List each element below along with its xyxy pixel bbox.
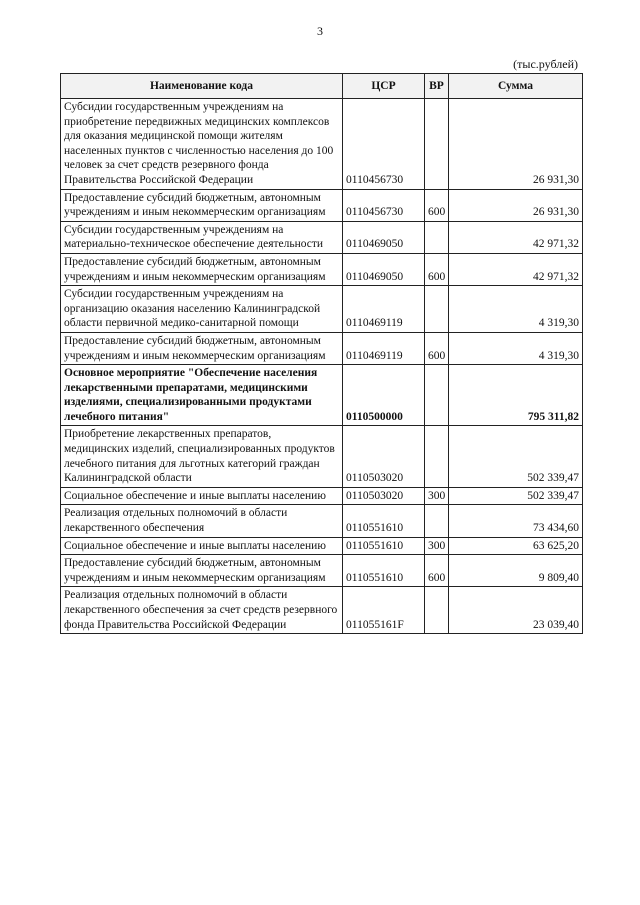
- row-vr-cell: [425, 365, 449, 426]
- row-vr-cell: [425, 99, 449, 190]
- table-row: [61, 253, 583, 285]
- row-sum-cell: 9 809,40: [449, 555, 583, 587]
- row-csr-cell: 0110503020: [343, 426, 425, 487]
- row-sum-cell: 502 339,47: [449, 426, 583, 487]
- row-sum-cell: 26 931,30: [449, 99, 583, 190]
- row-sum-cell: 42 971,32: [449, 253, 583, 285]
- row-vr-cell: 600: [425, 189, 449, 221]
- row-csr-cell: 0110503020: [343, 487, 425, 505]
- unit-label: (тыс.рублей): [513, 57, 578, 71]
- row-sum-cell: 63 625,20: [449, 537, 583, 555]
- row-name-cell: Социальное обеспечение и иные выплаты населению: [61, 537, 343, 555]
- row-sum-cell: 4 319,30: [449, 286, 583, 333]
- row-name-cell: Субсидии государственным учреждениям на организацию оказания населению Калининградской области первичной медико-санитарной помощи: [61, 286, 343, 333]
- row-csr-cell: 0110500000: [343, 365, 425, 426]
- row-name-cell: Предоставление субсидий бюджетным, автономным учреждениям и иным некоммерческим организациям: [61, 253, 343, 285]
- table-row: [61, 587, 583, 634]
- table-row: [61, 365, 583, 426]
- table-row: [61, 99, 583, 190]
- row-csr-cell: 0110551610: [343, 505, 425, 537]
- row-csr-cell: 0110456730: [343, 189, 425, 221]
- row-sum-cell: 502 339,47: [449, 487, 583, 505]
- row-vr-cell: [425, 505, 449, 537]
- row-vr-cell: 300: [425, 537, 449, 555]
- row-sum-cell: 26 931,30: [449, 189, 583, 221]
- column-header-sum: Сумма: [449, 74, 583, 99]
- row-vr-cell: 600: [425, 253, 449, 285]
- row-name-cell: Предоставление субсидий бюджетным, автономным учреждениям и иным некоммерческим организациям: [61, 555, 343, 587]
- row-sum-cell: 795 311,82: [449, 365, 583, 426]
- row-name-cell: Предоставление субсидий бюджетным, автономным учреждениям и иным некоммерческим организациям: [61, 332, 343, 364]
- table-header-row: [61, 74, 583, 99]
- row-sum-cell: 42 971,32: [449, 221, 583, 253]
- row-vr-cell: 600: [425, 555, 449, 587]
- row-sum-cell: 23 039,40: [449, 587, 583, 634]
- table-row: [61, 505, 583, 537]
- budget-table: [60, 73, 583, 634]
- table-row: [61, 555, 583, 587]
- row-csr-cell: 0110551610: [343, 537, 425, 555]
- row-sum-cell: 4 319,30: [449, 332, 583, 364]
- row-name-cell: Приобретение лекарственных препаратов, медицинских изделий, специализированных продуктов лечебного питания для льготных категорий граждан Калининградской области: [61, 426, 343, 487]
- row-csr-cell: 0110469119: [343, 286, 425, 333]
- row-name-cell: Основное мероприятие "Обеспечение населения лекарственными препаратами, медицинскими изделиями, специализированными продуктами лечебного питания": [61, 365, 343, 426]
- table-row: [61, 426, 583, 487]
- row-vr-cell: [425, 587, 449, 634]
- row-vr-cell: [425, 221, 449, 253]
- row-name-cell: Субсидии государственным учреждениям на материально-техническое обеспечение деятельности: [61, 221, 343, 253]
- row-vr-cell: 300: [425, 487, 449, 505]
- row-name-cell: Реализация отдельных полномочий в области лекарственного обеспечения за счет средств резервного фонда Правительства Российской Федерации: [61, 587, 343, 634]
- row-csr-cell: 011055161F: [343, 587, 425, 634]
- row-csr-cell: 0110469050: [343, 253, 425, 285]
- table-row: [61, 332, 583, 364]
- row-csr-cell: 0110456730: [343, 99, 425, 190]
- table-row: [61, 537, 583, 555]
- page-number: 3: [317, 24, 323, 38]
- row-sum-cell: 73 434,60: [449, 505, 583, 537]
- row-vr-cell: [425, 426, 449, 487]
- table-body: [61, 99, 583, 634]
- table-row: [61, 189, 583, 221]
- table-row: [61, 286, 583, 333]
- row-name-cell: Предоставление субсидий бюджетным, автономным учреждениям и иным некоммерческим организациям: [61, 189, 343, 221]
- table-row: [61, 221, 583, 253]
- row-name-cell: Субсидии государственным учреждениям на приобретение передвижных медицинских комплексов для оказания медицинской помощи жителям населенных пунктов с численностью населения до 100 человек за счет средств резервного фонда Правительства Российской Федерации: [61, 99, 343, 190]
- row-csr-cell: 0110551610: [343, 555, 425, 587]
- row-name-cell: Реализация отдельных полномочий в области лекарственного обеспечения: [61, 505, 343, 537]
- row-csr-cell: 0110469119: [343, 332, 425, 364]
- row-name-cell: Социальное обеспечение и иные выплаты населению: [61, 487, 343, 505]
- column-header-vr: ВР: [425, 74, 449, 99]
- column-header-csr: ЦСР: [343, 74, 425, 99]
- row-vr-cell: 600: [425, 332, 449, 364]
- row-csr-cell: 0110469050: [343, 221, 425, 253]
- table-row: [61, 487, 583, 505]
- row-vr-cell: [425, 286, 449, 333]
- column-header-name: Наименование кода: [61, 74, 343, 99]
